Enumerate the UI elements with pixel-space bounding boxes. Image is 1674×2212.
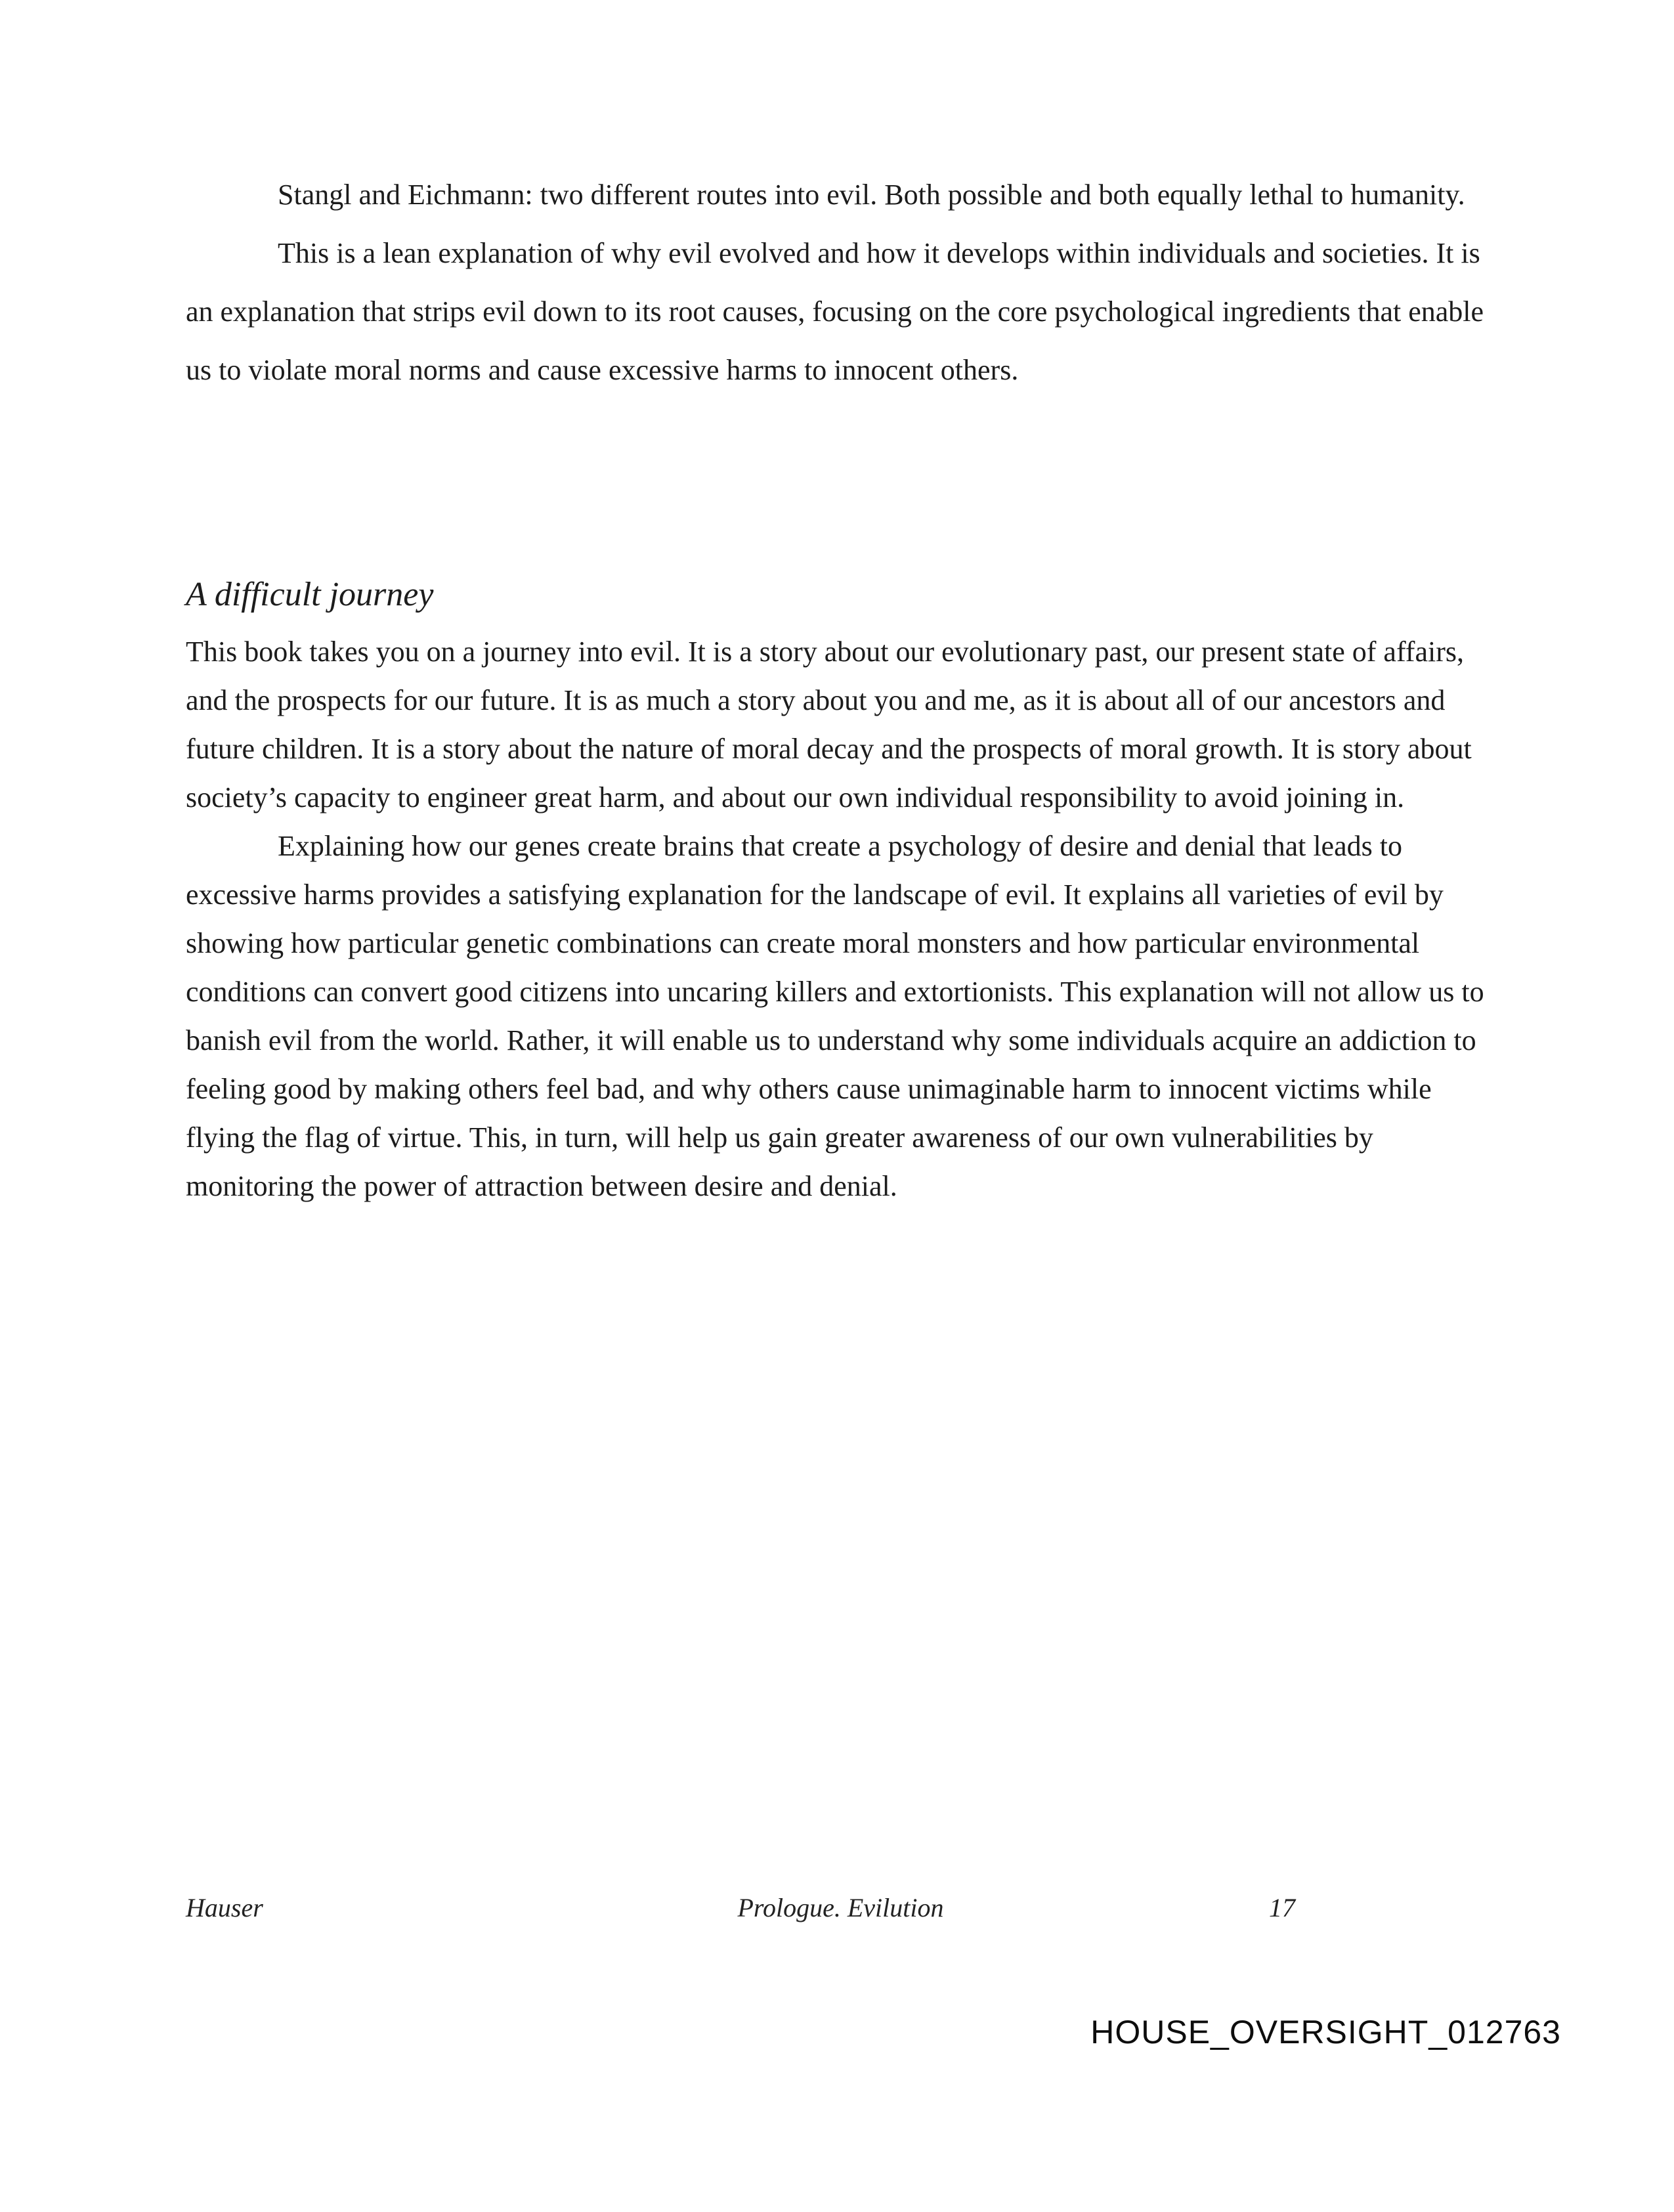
bates-stamp: HOUSE_OVERSIGHT_012763 [1090,2014,1561,2050]
section-heading: A difficult journey [186,576,434,613]
footer-chapter-title: Prologue. Evilution [737,1893,944,1922]
paragraph-stangl-eichmann: Stangl and Eichmann: two different routes into evil. Both possible and both equally lethal to humanity. [278,179,1465,211]
paragraph-explaining-genes: Explaining how our genes create brains that create a psychology of desire and denial that leads to excessive harms provides a satisfying explanation for the landscape of evil. It explains all varieties of evil by showing how particular genetic combinations can create moral monsters and how particular environmental conditions can convert good citizens into uncaring killers and extortionists. This explanation will not allow us to banish evil from the world. Rather, it will enable us to understand why some individuals acquire an addiction to feeling good by making others feel bad, and why others cause unimaginable harm to innocent victims while flying the flag of virtue. This, in turn, will help us gain greater awareness of our own vulnerabilities by monitoring the power of attraction between desire and denial. [186,830,1484,1202]
page-footer [186,1892,1495,1932]
page-content [186,165,1495,1211]
footer-author: Hauser [186,1893,263,1922]
footer-page-number: 17 [1269,1893,1295,1922]
paragraph-book-journey: This book takes you on a journey into evil. It is a story about our evolutionary past, our present state of affairs, and the prospects for our future. It is as much a story about you and me, as it is about all of our ancestors and future children. It is a story about the nature of moral decay and the prospects of moral growth. It is story about society’s capacity to engineer great harm, and about our own individual responsibility to avoid joining in. [186,636,1472,813]
paragraph-lean-explanation: This is a lean explanation of why evil evolved and how it develops within individuals and societies. It is an explanation that strips evil down to its root causes, focusing on the core psychological ingredients that enable us to violate moral norms and cause excessive harms to innocent others. [186,237,1484,386]
